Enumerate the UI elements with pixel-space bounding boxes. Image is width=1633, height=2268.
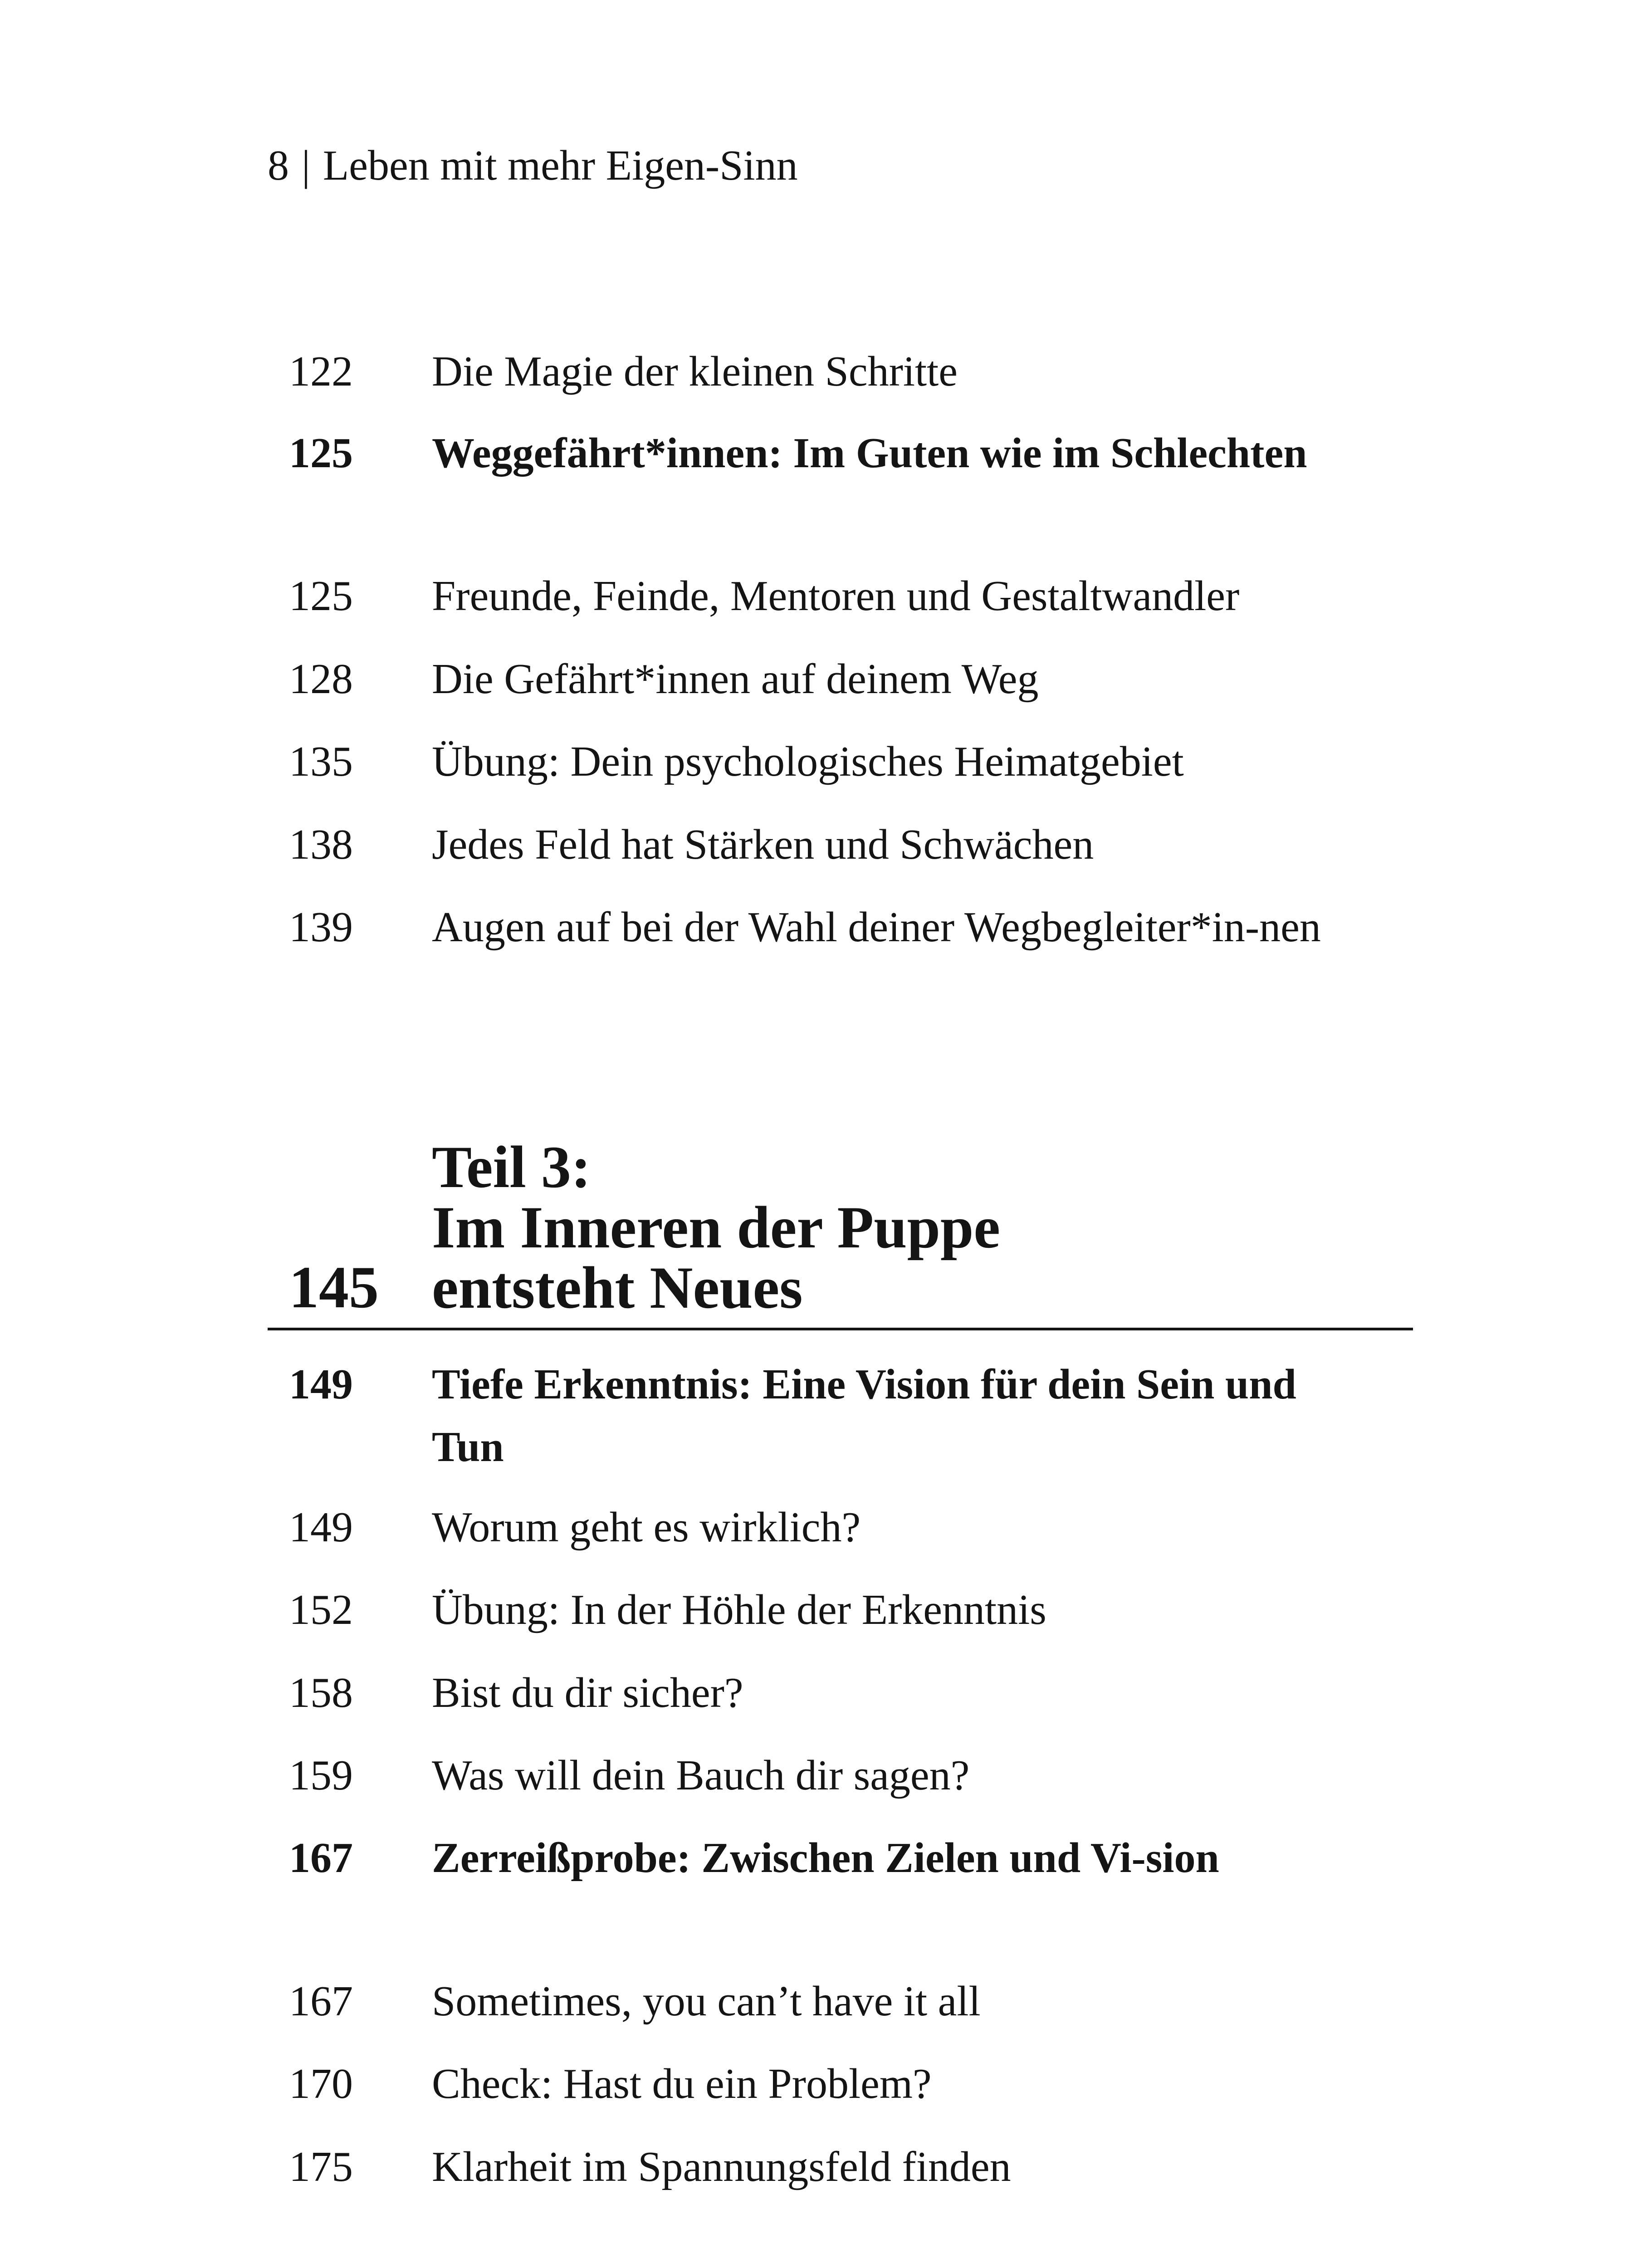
toc-entry-page: 149 — [289, 1504, 353, 1551]
part-title-line: entsteht Neues — [432, 1254, 803, 1321]
running-header — [268, 136, 798, 195]
toc-entry-page: 158 — [289, 1669, 353, 1716]
toc-entry-page: 152 — [289, 1586, 353, 1633]
toc-entry-title: Zerreißprobe: Zwischen Zielen und Vi-sion — [432, 1834, 1219, 1882]
toc-entry-title: Jedes Feld hat Stärken und Schwächen — [432, 821, 1094, 868]
toc-entry-page: 135 — [289, 738, 353, 785]
toc-entry-title: Check: Hast du ein Problem? — [432, 2060, 932, 2107]
part-title — [432, 1134, 1430, 1321]
toc-entry-title: Tiefe Erkenntnis: Eine Vision für dein Sein und Tun — [432, 1361, 1296, 1471]
toc-entry-title: Die Magie der kleinen Schritte — [432, 348, 958, 395]
toc-entry-title: Übung: In der Höhle der Erkenntnis — [432, 1586, 1046, 1633]
toc-entry-page: 125 — [289, 430, 353, 477]
toc-entry-title: Sometimes, you can’t have it all — [432, 1978, 981, 2025]
toc-entry-page: 167 — [289, 1978, 353, 2025]
toc-entry-title: Die Gefährt*innen auf deinem Weg — [432, 655, 1039, 703]
toc-entry-title: Klarheit im Spannungsfeld finden — [432, 2143, 1011, 2190]
part-title-line: Im Inneren der Puppe — [432, 1194, 1000, 1261]
part-divider-rule — [268, 1328, 1413, 1330]
toc-entry-title: Übung: Dein psychologisches Heimatgebiet — [432, 738, 1184, 785]
header-separator: | — [302, 142, 310, 189]
toc-entry-page: 125 — [289, 572, 353, 620]
header-page-number: 8 — [268, 142, 289, 189]
toc-entry-title: Worum geht es wirklich? — [432, 1504, 861, 1551]
toc-entry-page: 159 — [289, 1752, 353, 1799]
toc-entry-page: 139 — [289, 904, 353, 951]
header-book-title: Leben mit mehr Eigen-Sinn — [323, 142, 798, 189]
toc-entry-page: 170 — [289, 2060, 353, 2107]
toc-entry-title: Bist du dir sicher? — [432, 1669, 743, 1716]
toc-entry-page: 175 — [289, 2143, 353, 2190]
part-title-line: Teil 3: — [432, 1134, 591, 1200]
toc-entry-title: Freunde, Feinde, Mentoren und Gestaltwandler — [432, 572, 1240, 620]
toc-entry-page: 149 — [289, 1361, 353, 1408]
toc-entry-title: Weggefährt*innen: Im Guten wie im Schlechten — [432, 430, 1307, 477]
part-heading — [0, 1128, 1633, 1332]
toc-entry-page: 128 — [289, 655, 353, 703]
toc-entry-page: 138 — [289, 821, 353, 868]
toc-entry-title: Was will dein Bauch dir sagen? — [432, 1752, 970, 1799]
part-page-number: 145 — [289, 1254, 379, 1320]
toc-entry-page: 167 — [289, 1834, 353, 1882]
toc-entry-page: 122 — [289, 348, 353, 395]
toc-entry-title: Augen auf bei der Wahl deiner Wegbegleiter*in-nen — [432, 904, 1321, 951]
